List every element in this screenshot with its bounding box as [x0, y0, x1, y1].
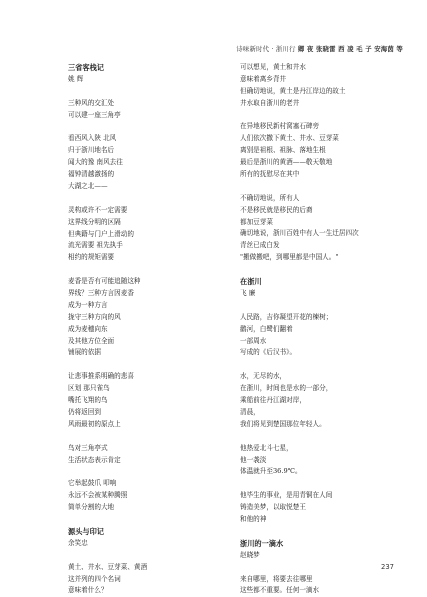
poem-line: 看西风入陕 北风 [68, 134, 117, 143]
poem-line: 麦香是否有可能追随这种 [68, 277, 141, 286]
poem [68, 514, 218, 597]
running-header [236, 44, 403, 53]
poem-line: 乘船前往丹江湖对岸， [240, 396, 306, 405]
poem-line: 让悲事推系明确的悲喜 [68, 372, 134, 381]
poem [240, 264, 390, 526]
stanza [68, 133, 218, 192]
poem-line: 这界线分明的区隔 [68, 217, 121, 226]
poem-line: 这些都不重要。任何一滴水 [240, 586, 320, 595]
stanza [240, 490, 390, 526]
stanza-spacer [240, 478, 390, 490]
poem-line: 他一袭淡 [240, 455, 267, 464]
stanza-spacer [68, 86, 218, 98]
poem-line: 它举起鼓爪 叩响 [68, 479, 117, 488]
poem-line: 黄土、井水、豆芽菜、黄酒 [68, 562, 148, 571]
poem-line: 界线？三种方言因麦香 [68, 289, 134, 298]
poem-line: 流光需要 祖先执手 [68, 241, 123, 250]
poem-line: 大湖之北—— [68, 182, 108, 191]
stanza-spacer [240, 431, 390, 443]
poem-line: 生活状态表示肯定 [68, 455, 121, 464]
poem-author: 姚 辉 [68, 75, 84, 83]
stanza-spacer [240, 110, 390, 122]
poem-line: 可以建一座三角亭 [68, 110, 121, 119]
poem-line: 不确切地说，所有人 [240, 193, 300, 202]
poem-line: 嘴托飞翔的鸟 [68, 396, 108, 405]
poem-line: 仍将返回到 [68, 407, 101, 416]
poem-line: 区划 那只雀鸟 [68, 384, 110, 393]
stanza-spacer [68, 431, 218, 443]
stanza-spacer [68, 193, 218, 205]
stanza-spacer [68, 122, 218, 134]
stanza-spacer [68, 466, 218, 478]
poem-line: 离别是祖根、祖脉、落地生根 [240, 146, 326, 155]
stanza [240, 62, 390, 110]
poem-line: 福钟清越激扬的 [68, 170, 115, 179]
stanza [68, 562, 218, 597]
poem-line: 闻大的豫 南风去往 [68, 158, 123, 167]
stanza-spacer [68, 550, 218, 562]
stanza [240, 371, 390, 430]
poem-line: "搬做搬吧，到哪里都是中国人。" [240, 253, 339, 262]
poem-line: 都加豆芽菜 [240, 217, 273, 226]
stanza [240, 312, 390, 360]
poem-line: 在异地移民新村窝塞石碑旁 [240, 122, 320, 131]
poem-line: 人们依次撒下黄土、井水、豆芽菜 [240, 134, 339, 143]
poem-line: 铺展的依据 [68, 348, 101, 357]
poem-line: 鸟对三角亭式 [68, 443, 108, 452]
poem-line: 灵构或许不一定需要 [68, 205, 128, 214]
poem-line: 这并列的四个名词 [68, 574, 121, 583]
stanza-spacer [240, 562, 390, 574]
poem-line: 但典籍与门户上滑动的 [68, 229, 134, 238]
stanza-spacer [68, 264, 218, 276]
stanza-spacer [240, 359, 390, 371]
poem [68, 62, 218, 514]
header-series: 诗味新时代 · 浙川行 [236, 45, 296, 53]
poem-line: 简单分割的大地 [68, 503, 115, 512]
header-authors: 卿 夜 张晓雷 西 凌 毛 子 安海茵 等 [297, 45, 403, 53]
stanza [68, 478, 218, 514]
left-column [68, 62, 218, 597]
poem-author: 余笑忠 [68, 538, 88, 547]
poem-line: 确切地说，浙川百姓中有人一生迁居四次 [240, 229, 359, 238]
stanza [68, 276, 218, 359]
poem-line: 他毕生的事业，是用青铜在人间 [240, 491, 333, 500]
poem-title: 在浙川 [240, 277, 262, 287]
poem-line: 意味着什么？ [68, 586, 108, 595]
stanza [240, 121, 390, 180]
poem-line: 风雨最初的原点上 [68, 419, 121, 428]
poem-line: 最后是浙川的黄酒——敬天敬地 [240, 158, 333, 167]
stanza [68, 371, 218, 430]
poem-title: 源头与印记 [68, 526, 104, 536]
stanza-spacer [68, 359, 218, 371]
poem-line: 相约的规矩需要 [68, 253, 115, 262]
poem-line: 和他的神 [240, 514, 267, 523]
poem-line: 我们将见到楚国那位年轻人。 [240, 419, 326, 428]
poem-line: 成为一种方言 [68, 300, 108, 309]
poem-line: 人民路，吉你凝望开花的楝树； [240, 312, 333, 321]
poem-author: 飞 廉 [240, 289, 256, 298]
poem [240, 62, 390, 264]
poem-line: 清晨， [240, 407, 260, 416]
poem-line: 在浙川，时间也是水的一部分， [240, 384, 333, 393]
poem-line: 成为麦穗向东 [68, 324, 108, 333]
poem-line: 写成的《后汉书》。 [240, 348, 297, 357]
poem-line: 井水取自浙川的老井 [240, 98, 300, 107]
poem-line: 但确切地说，黄土是丹江岸边的故土 [240, 86, 346, 95]
poem-line: 他热爱北斗七星， [240, 443, 293, 452]
stanza [68, 205, 218, 264]
poem-line: 铸造美梦，以取悦楚王 [240, 503, 306, 512]
poem-title: 三省客栈记 [68, 63, 104, 72]
poem-line: 所有的抚慰尽在其中 [240, 170, 300, 179]
poem-line: 三种风的交汇处 [68, 98, 115, 107]
poem-line: 永远不会被某种腾照 [68, 491, 128, 500]
page-number: 237 [381, 563, 394, 571]
poem-line: 可以想见，黄土和井水 [240, 63, 306, 71]
poem-spacer [68, 514, 218, 526]
poem-line: 不是移民就是移民的后裔 [240, 205, 313, 214]
poem-line: 体温就升至36.9℃。 [240, 467, 302, 476]
poem-line: 青丝已成白发 [240, 241, 280, 250]
poem-line: 一部周水 [240, 336, 267, 345]
poem-line: 拢守三种方向的风 [68, 312, 121, 321]
poem-line: 鹳河，白鹭们翻着 [240, 324, 293, 333]
poem-line: 来自哪里，将要去往哪里 [240, 574, 313, 583]
poem [240, 526, 390, 597]
poem-title: 浙川的一滴水 [240, 538, 284, 548]
stanza [240, 193, 390, 264]
poem-line: 意味着离乡背井 [240, 74, 287, 83]
stanza [68, 443, 218, 467]
stanza [240, 574, 390, 597]
poem-spacer [240, 264, 390, 276]
poem-line: 水，无尽的水， [240, 372, 287, 381]
stanza-spacer [240, 181, 390, 193]
poem-line: 及其他方位全面 [68, 336, 115, 345]
poem-spacer [240, 526, 390, 538]
stanza [240, 443, 390, 479]
poem-author: 赵晓梦 [240, 550, 260, 559]
stanza-spacer [240, 300, 390, 312]
poem-line: 归于浙川地名后 [68, 146, 115, 155]
stanza [68, 98, 218, 122]
right-column [240, 62, 390, 597]
